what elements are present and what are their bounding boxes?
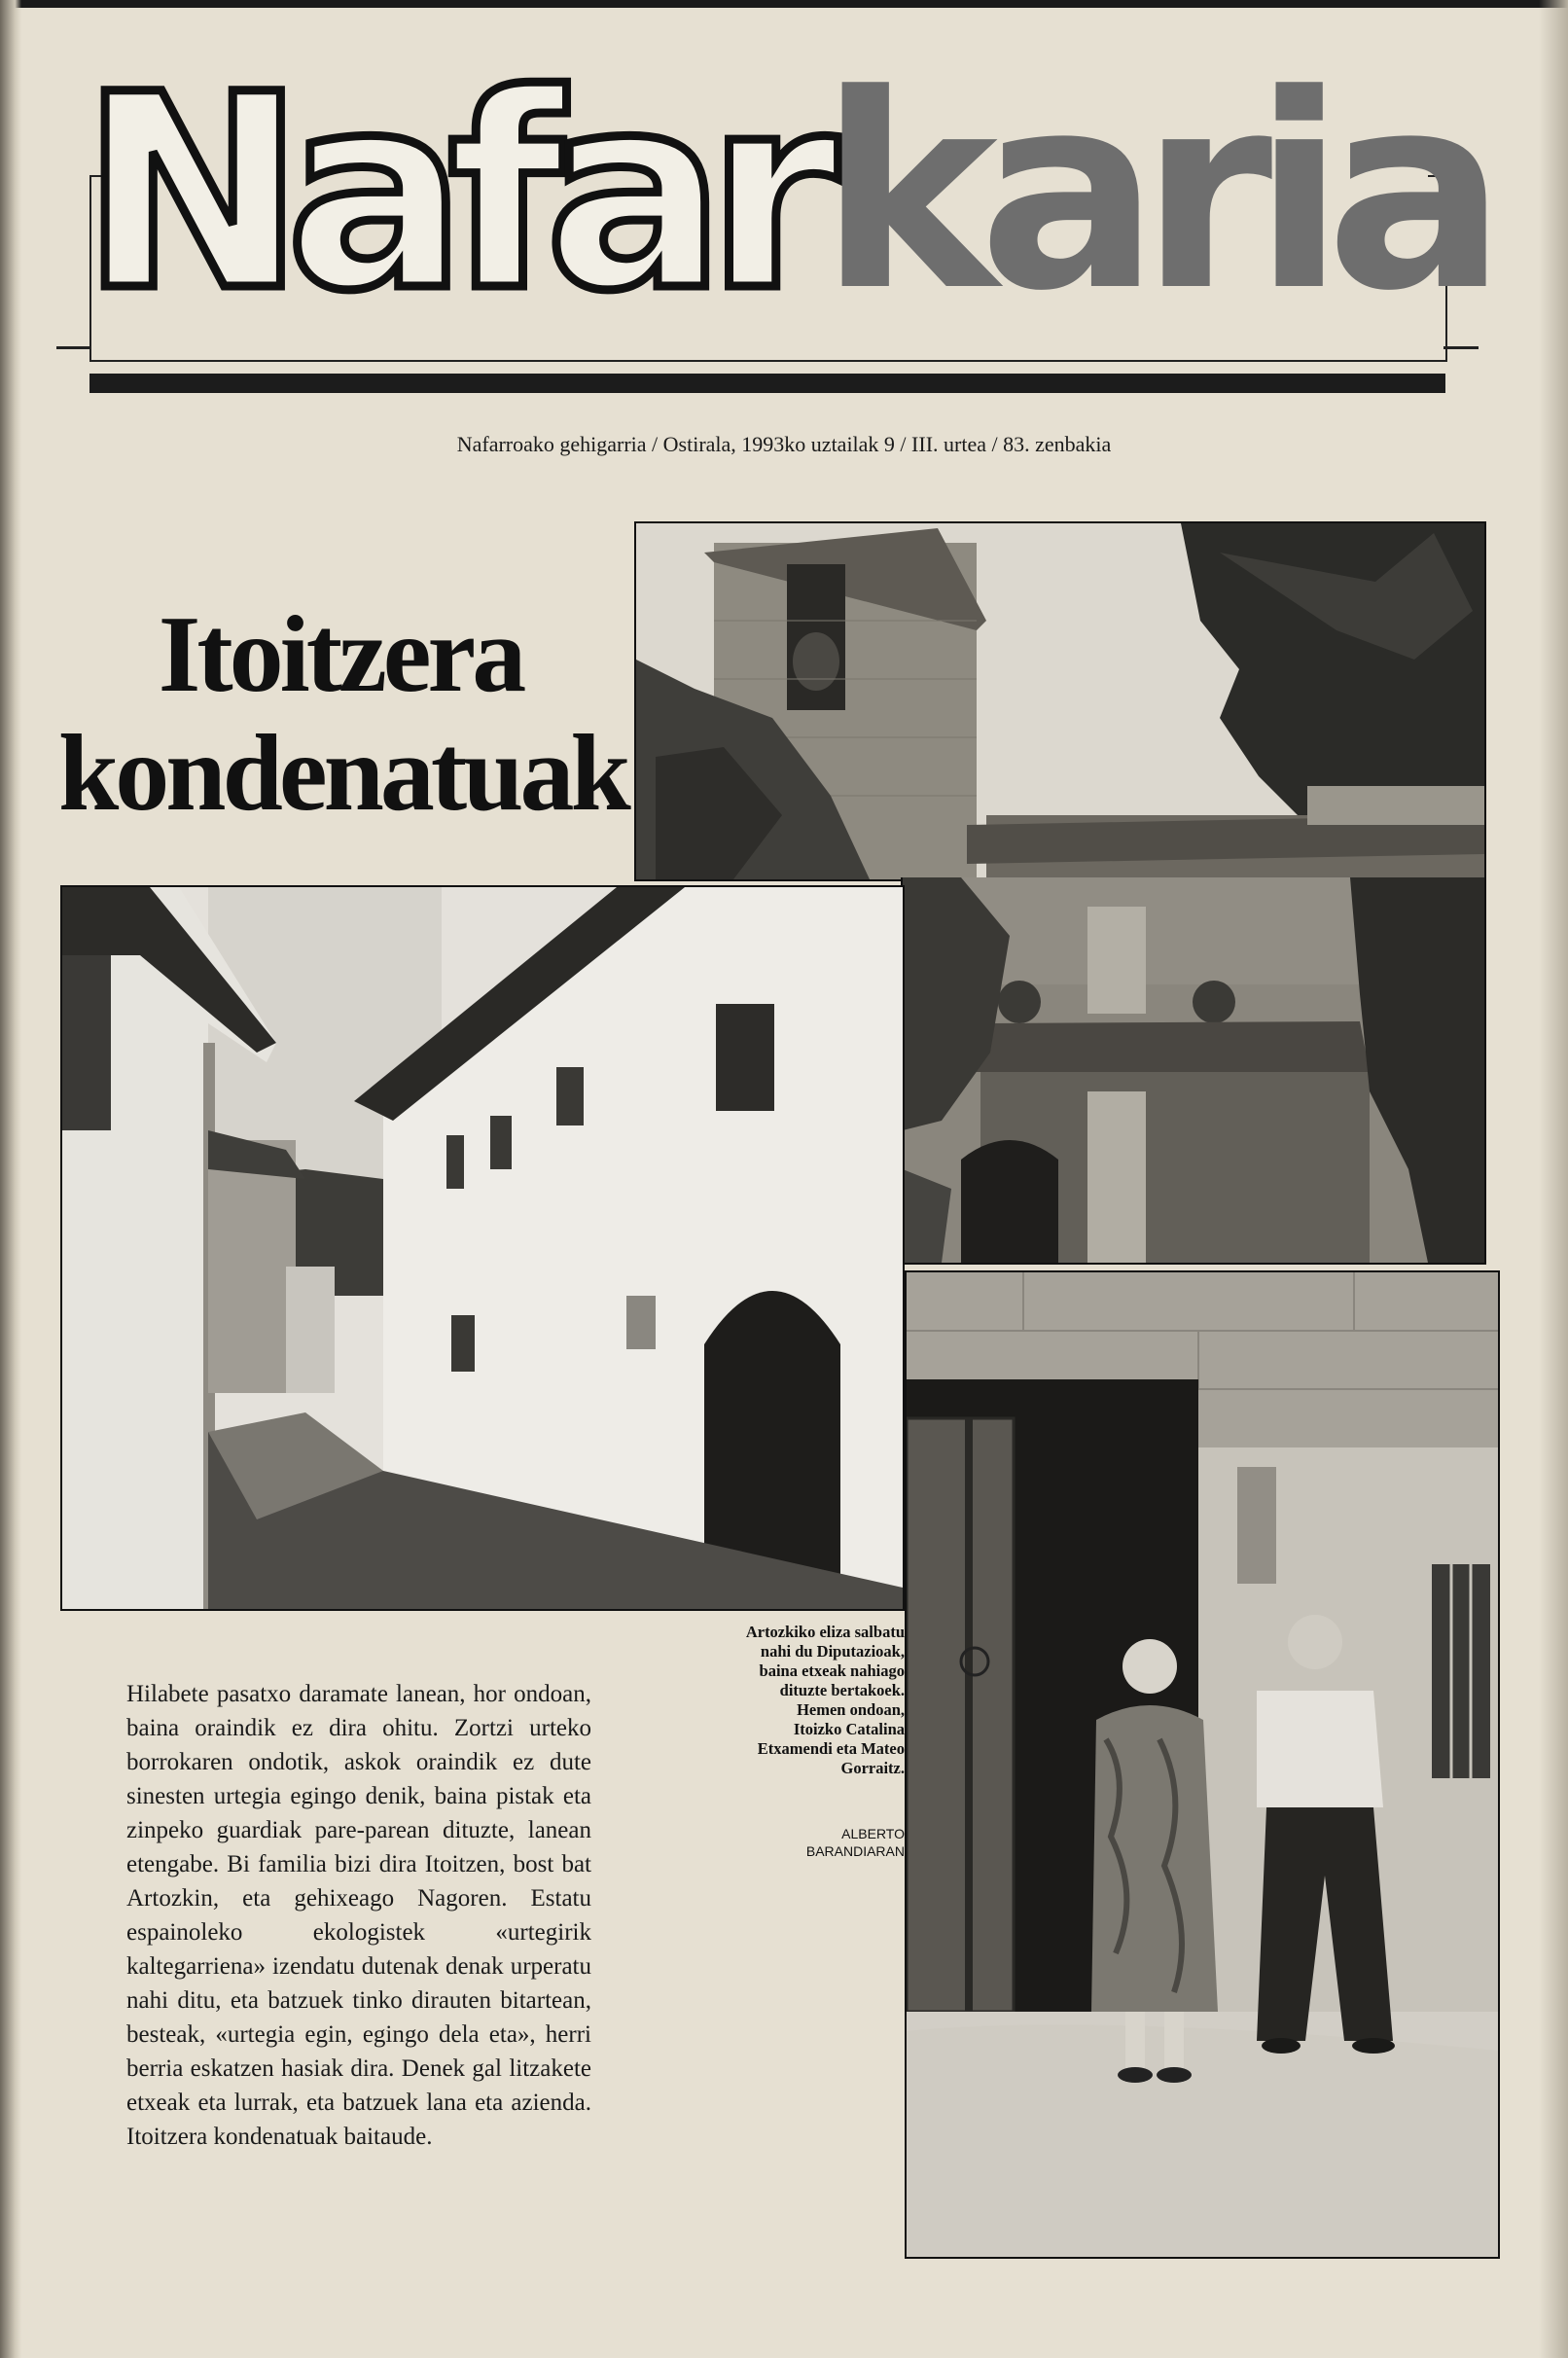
issue-subtitle: Nafarroako gehigarria / Ostirala, 1993ko uztailak 9 / III. urtea / 83. zenbakia <box>456 432 1112 456</box>
article-headline <box>58 594 627 834</box>
photo-credit <box>745 1825 905 1860</box>
photo-caption: Artozkiko eliza salbatu nahi du Diputazioak, baina etxeak nahiago dituzte bertakoek. Hemen ondoan, Itoizko Catalina Etxamendi eta Mateo Gorraitz. <box>745 1623 905 1777</box>
page-edge-shadow <box>1539 0 1568 2358</box>
photo-credit-line-2: BARANDIARAN <box>805 1843 905 1859</box>
masthead-logo <box>0 38 1568 350</box>
article-body: Hilabete pasatxo daramate lanean, hor ondoan, baina oraindik ez dira ohitu. Zortzi urteko borrokaren ondotik, askok oraindik ez dute sinesten urtegia egingo denik, baina pistak eta zinpeko guardiak pare-parean dituzte, lanean etengabe. Bi familia bizi dira Itoitzen, bost bat Artozkin, eta gehixeago Nagoren. Estatu espainoleko ekologistek «urtegirik kaltegarriena» izendatu dutenak denak urperatu nahi ditu, eta batzuek tinko dirauten bitartean, besteak, «urtegia egin, egingo dela eta», herri berria eskatzen hasiak dira. Denek gal litzakete etxeak eta lurrak, eta batzuek lana eta azienda. Itoitzera kondenatuak baitaude. <box>126 1681 591 2150</box>
church-photo <box>634 521 1486 881</box>
masthead-logo-light: karia <box>819 38 1488 350</box>
church-photo-lower <box>901 877 1486 1265</box>
couple-photo <box>905 1270 1500 2259</box>
page-top-edge <box>0 0 1568 8</box>
street-photo <box>60 885 905 1611</box>
masthead-logo-dark: Nafar <box>80 38 820 350</box>
photo-credit-line-1: ALBERTO <box>841 1826 905 1841</box>
headline-line-2: kondenatuak <box>58 713 627 834</box>
page-binding-shadow <box>0 0 21 2358</box>
headline-line-1: Itoitzera <box>158 594 523 715</box>
masthead-thick-rule <box>89 374 1445 393</box>
